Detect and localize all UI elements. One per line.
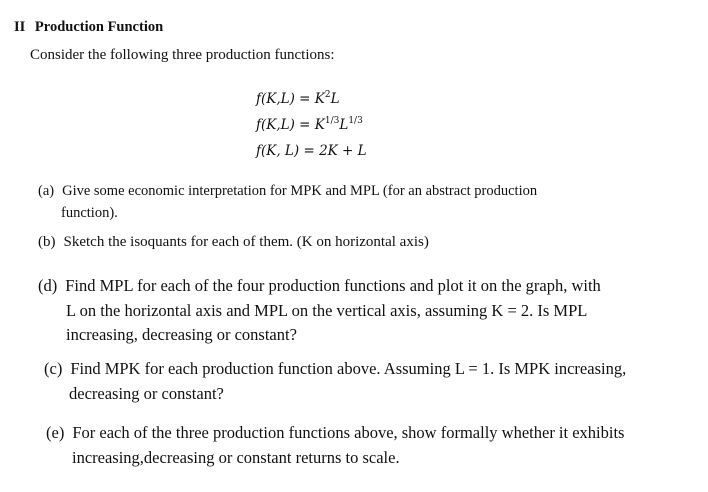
equation-2-lhs: f(K,L) = [256,117,315,133]
equation-1 [256,86,367,112]
equation-2-exponent-k: 1/3 [324,116,340,126]
question-e-label: (e) [46,423,65,442]
question-b-line1: Sketch the isoquants for each of them. (K on horizontal axis) [63,234,429,250]
question-d-label: (d) [38,276,58,295]
equation-1-tail: L [330,91,340,107]
question-a-line2: function). [61,205,118,221]
question-c-line1: Find MPK for each production function above. Assuming L = 1. Is MPK increasing, [70,359,627,378]
equation-2-tail: L [339,117,349,133]
section-title: Production Function [34,19,164,35]
equation-2-exponent-l: 1/3 [348,116,363,126]
question-b [38,231,429,253]
question-d [38,274,601,348]
equation-1-lhs: f(K,L) = [256,91,315,107]
question-d-line2: L on the horizontal axis and MPL on the vertical axis, assuming K = 2. Is MPL [66,300,588,320]
question-b-label: (b) [38,234,56,250]
question-e-line1: For each of the three production functions above, show formally whether it exhibits [72,423,625,442]
equation-3-lhs: f(K, L) = [256,143,320,159]
section-heading [14,19,163,36]
question-e [46,420,624,470]
equation-block [256,86,367,164]
question-a [38,180,537,224]
equation-1-exponent: 2 [324,90,331,100]
equation-1-base: K [314,91,325,107]
question-c-line2: decreasing or constant? [69,384,224,403]
question-c [44,356,626,406]
question-c-label: (c) [44,359,63,378]
equation-3 [256,138,367,164]
intro-text: Consider the following three production functions: [30,47,335,63]
equation-2 [256,112,367,138]
question-e-line2: increasing,decreasing or constant returns to scale. [72,448,400,467]
question-a-line1: Give some economic interpretation for MPK and MPL (for an abstract production [62,183,538,199]
section-number: II [14,19,26,35]
equation-3-body: 2K + L [319,143,367,159]
question-a-label: (a) [38,183,55,199]
question-d-line3: increasing, decreasing or constant? [66,325,297,344]
equation-2-base: K [314,117,325,133]
question-d-line1: Find MPL for each of the four production functions and plot it on the graph, with [65,276,601,295]
